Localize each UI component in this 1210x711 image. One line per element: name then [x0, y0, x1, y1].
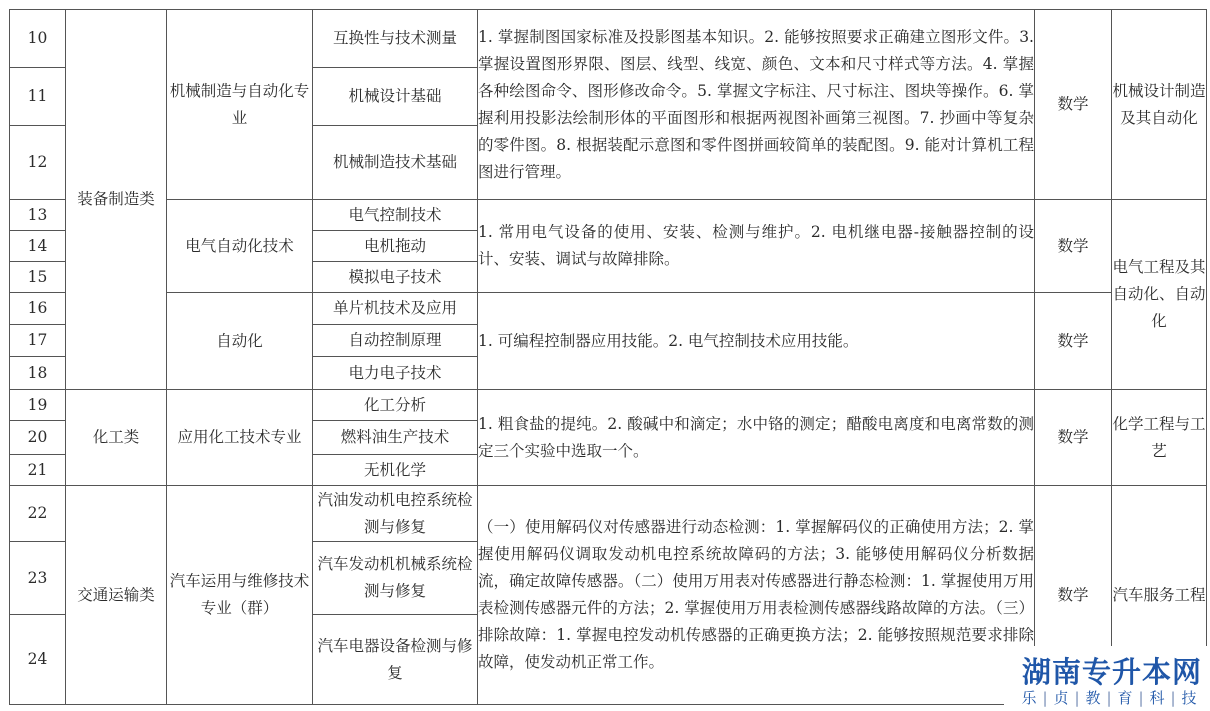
course-cell: 机械制造技术基础	[313, 126, 478, 200]
site-watermark	[1004, 646, 1210, 711]
watermark-char: 科	[1149, 689, 1165, 707]
destination-cell: 化学工程与工艺	[1112, 390, 1207, 486]
subject-cell: 数学	[1035, 390, 1112, 486]
table-row	[10, 293, 1207, 325]
course-cell: 燃料油生产技术	[313, 421, 478, 455]
requirement-cell	[478, 10, 1035, 200]
watermark-subtitle: 乐 | 贞 | 教 | 育 | 科 | 技	[1018, 687, 1200, 708]
row-number: 16	[10, 293, 66, 325]
requirement-text: 1. 掌握制图国家标准及投影图基本知识。2. 能够按照要求正确建立图形文件。3. 掌握设置图形界限、图层、线型、线宽、颜色、文本和尺寸样式等方法。4. 掌握各种绘图命令、图形修改命令。5. 掌握文字标注、尺寸标注、图块等操作。6. 掌握利用投影法绘制形体的平面图形和根据两视图补画第三视图。7. 抄画中等复杂的零件图。8. 根据装配示意图和零件图拼画较简单的装配图。9. 能对计算机工程图进行管理。	[478, 27, 1034, 181]
course-cell: 无机化学	[313, 455, 478, 486]
requirement-cell	[478, 293, 1035, 390]
category-cell: 化工类	[66, 390, 167, 486]
table-row	[10, 200, 1207, 231]
requirement-cell	[478, 390, 1035, 486]
course-table	[9, 9, 1207, 705]
category-cell: 交通运输类	[66, 486, 167, 705]
row-number: 20	[10, 421, 66, 455]
requirement-text: 1. 粗食盐的提纯。2. 酸碱中和滴定；水中铬的测定；醋酸电离度和电离常数的测定三个实验中选取一个。	[478, 414, 1034, 460]
table-row	[10, 486, 1207, 542]
row-number: 12	[10, 126, 66, 200]
major-cell: 机械制造与自动化专业	[167, 10, 313, 200]
watermark-char: 技	[1181, 689, 1197, 707]
destination-cell: 汽车服务工程	[1112, 486, 1207, 705]
row-number: 24	[10, 615, 66, 705]
subject-cell: 数学	[1035, 200, 1112, 293]
row-number: 11	[10, 68, 66, 126]
row-number: 13	[10, 200, 66, 231]
course-cell: 汽车电器设备检测与修复	[313, 615, 478, 705]
subject-cell: 数学	[1035, 486, 1112, 705]
row-number: 22	[10, 486, 66, 542]
requirement-text: 1. 常用电气设备的使用、安装、检测与维护。2. 电机继电器-接触器控制的设计、安装、调试与故障排除。	[478, 223, 1034, 268]
course-cell: 互换性与技术测量	[313, 10, 478, 68]
course-cell: 模拟电子技术	[313, 262, 478, 293]
course-cell: 电气控制技术	[313, 200, 478, 231]
row-number: 19	[10, 390, 66, 421]
requirement-text: 1. 可编程控制器应用技能。2. 电气控制技术应用技能。	[478, 331, 859, 350]
requirement-text: （一）使用解码仪对传感器进行动态检测：1. 掌握解码仪的正确使用方法；2. 掌握使用解码仪调取发动机电控系统故障码的方法；3. 能够使用解码仪分析数据流，确定故障传感器。（二）使用万用表对传感器进行静态检测：1. 掌握使用万用表检测传感器元件的方法；2. 掌握使用万用表检测传感器线路故障的方法。（三）排除故障：1. 掌握电控发动机传感器的正确更换方法；2. 能够按照规范要求排除故障，使发动机正常工作。	[478, 518, 1034, 671]
major-cell: 应用化工技术专业	[167, 390, 313, 486]
row-number: 15	[10, 262, 66, 293]
requirement-cell	[478, 486, 1035, 705]
watermark-char: 育	[1117, 689, 1133, 707]
course-cell: 化工分析	[313, 390, 478, 421]
major-cell: 自动化	[167, 293, 313, 390]
destination-cell: 机械设计制造及其自动化	[1112, 10, 1207, 200]
row-number: 21	[10, 455, 66, 486]
subject-cell: 数学	[1035, 293, 1112, 390]
requirement-cell	[478, 200, 1035, 293]
row-number: 17	[10, 325, 66, 357]
major-cell: 电气自动化技术	[167, 200, 313, 293]
watermark-title: 湖南专升本网	[1022, 655, 1203, 689]
category-cell: 装备制造类	[66, 10, 167, 390]
watermark-char: 贞	[1053, 689, 1069, 707]
table-row	[10, 390, 1207, 421]
course-cell: 单片机技术及应用	[313, 293, 478, 325]
row-number: 23	[10, 542, 66, 615]
watermark-char: 教	[1085, 689, 1101, 707]
course-cell: 电机拖动	[313, 231, 478, 262]
subject-cell: 数学	[1035, 10, 1112, 200]
course-cell: 汽车发动机机械系统检测与修复	[313, 542, 478, 615]
destination-cell: 电气工程及其自动化、自动化	[1112, 200, 1207, 390]
course-cell: 汽油发动机电控系统检测与修复	[313, 486, 478, 542]
course-cell: 自动控制原理	[313, 325, 478, 357]
row-number: 18	[10, 357, 66, 390]
course-cell: 电力电子技术	[313, 357, 478, 390]
watermark-char: 乐	[1021, 689, 1037, 707]
major-cell: 汽车运用与维修技术专业（群）	[167, 486, 313, 705]
table-row	[10, 10, 1207, 68]
row-number: 10	[10, 10, 66, 68]
row-number: 14	[10, 231, 66, 262]
course-cell: 机械设计基础	[313, 68, 478, 126]
